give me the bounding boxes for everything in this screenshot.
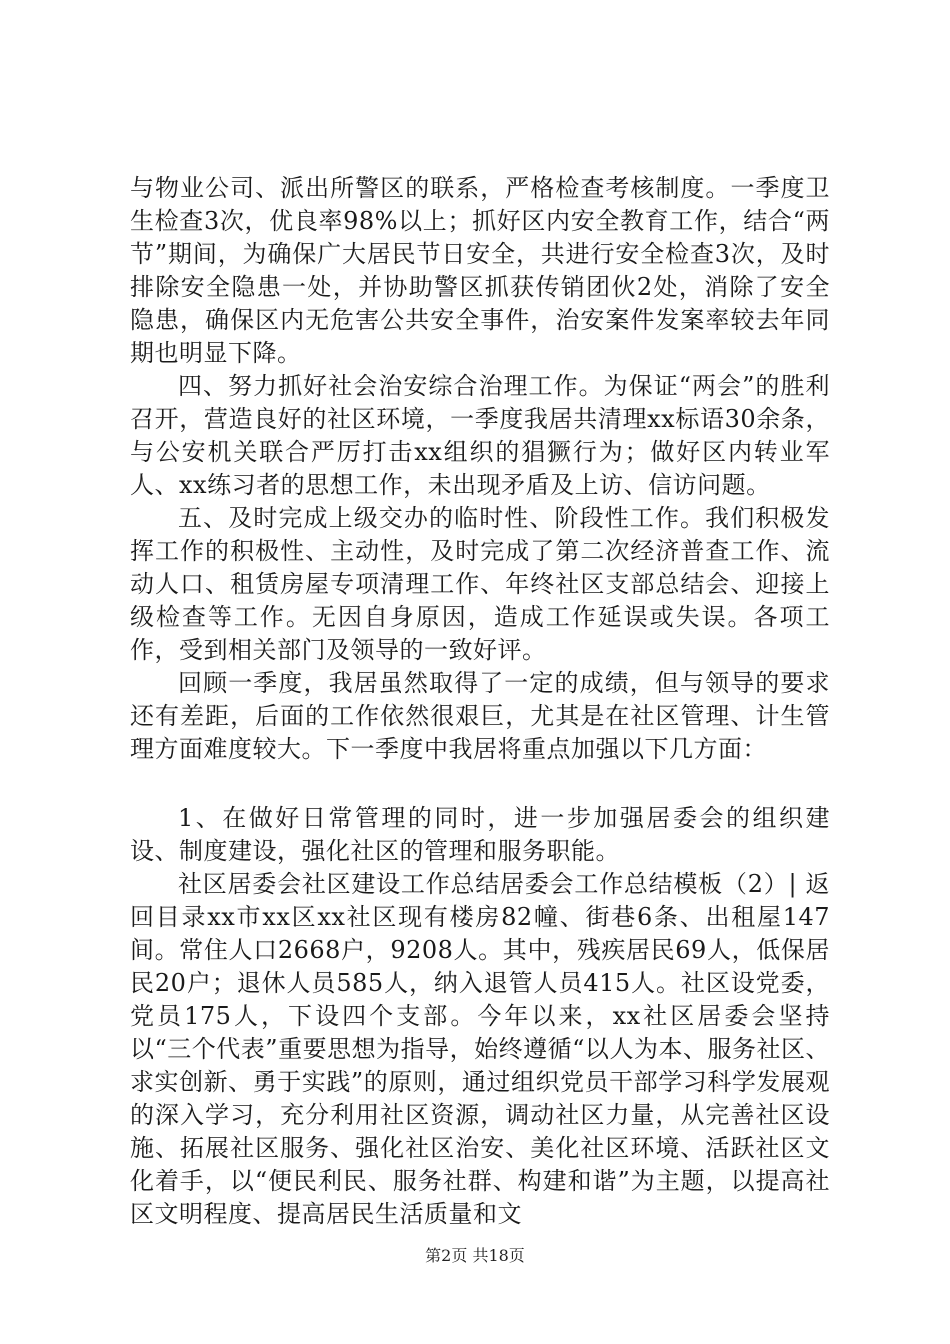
paragraph-spacer (130, 766, 830, 802)
paragraph-section-four: 四、努力抓好社会治安综合治理工作。为保证“两会”的胜利召开，营造良好的社区环境，一季度我居共清理xx标语30余条，与公安机关联合严厉打击xx组织的猖獗行为；做好区内转业军人、xx练习者的思想工作，未出现矛盾及上访、信访问题。 (130, 372, 830, 499)
paragraph-continuation: 与物业公司、派出所警区的联系，严格检查考核制度。一季度卫生检查3次，优良率98%以上；抓好区内安全教育工作，结合“两节”期间，为确保广大居民节日安全，共进行安全检查3次，及时排除安全隐患一处，并协助警区抓获传销团伙2处，消除了安全隐患，确保区内无危害公共安全事件，治安案件发案率较去年同期也明显下降。 (130, 174, 830, 367)
paragraph-review: 回顾一季度，我居虽然取得了一定的成绩，但与领导的要求还有差距，后面的工作依然很艰巨，尤其是在社区管理、计生管理方面难度较大。下一季度中我居将重点加强以下几方面： (130, 669, 830, 763)
paragraph-template-two: 社区居委会社区建设工作总结居委会工作总结模板（2）| 返回目录xx市xx区xx社区现有楼房82幢、街巷6条、出租屋147间。常住人口2668户，9208人。其中，残疾居民69人，低保居民20户；退休人员585人，纳入退管人员415人。社区设党委，党员175人，下设四个支部。今年以来，xx社区居委会坚持以“三个代表”重要思想为指导，始终遵循“以人为本、服务社区、求实创新、勇于实践”的原则，通过组织党员干部学习科学发展观的深入学习，充分利用社区资源，调动社区力量，从完善社区设施、拓展社区服务、强化社区治安、美化社区环境、活跃社区文化着手，以“便民利民、服务社群、构建和谐”为主题，以提高社区文明程度、提高居民生活质量和文 (130, 870, 830, 1228)
page-footer (0, 1243, 950, 1266)
document-body (130, 172, 830, 1231)
paragraph-section-five: 五、及时完成上级交办的临时性、阶段性工作。我们积极发挥工作的积极性、主动性，及时完成了第二次经济普查工作、流动人口、租赁房屋专项清理工作、年终社区支部总结会、迎接上级检查等工作。无因自身原因，造成工作延误或失误。各项工作，受到相关部门及领导的一致好评。 (130, 504, 830, 664)
paragraph-item-one: 1、在做好日常管理的同时，进一步加强居委会的组织建设、制度建设，强化社区的管理和服务职能。 (130, 804, 830, 865)
page-number: 第2页 共18页 (425, 1246, 525, 1265)
